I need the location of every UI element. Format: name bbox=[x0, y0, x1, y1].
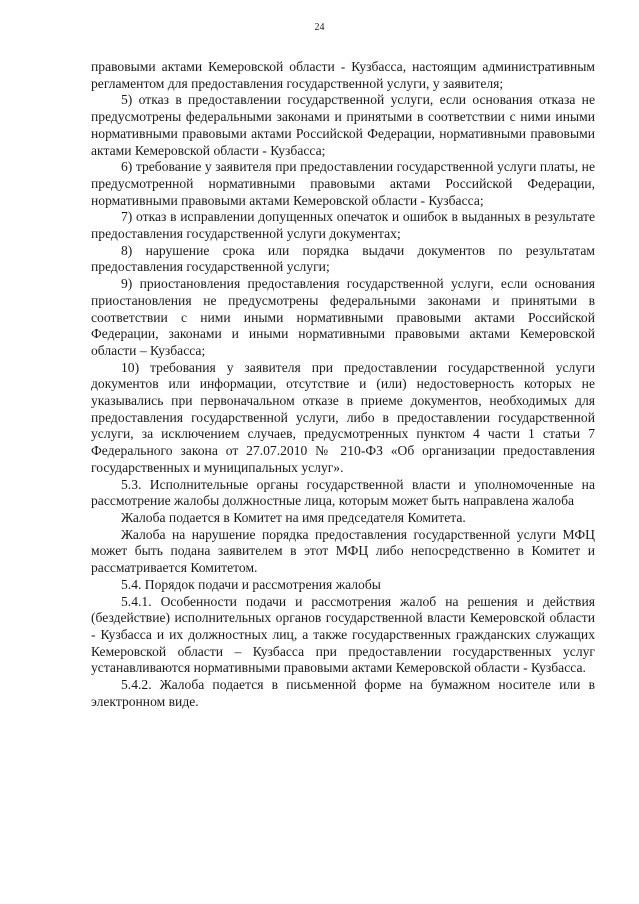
paragraph-complaint-committee: Жалоба подается в Комитет на имя председателя Комитета. bbox=[121, 509, 466, 525]
page-number: 24 bbox=[314, 22, 325, 33]
paragraph-item-6: 6) требование у заявителя при предоставлении государственной услуги платы, не предусмотренной нормативными правовыми актами Российской Федерации, нормативными правовыми актами Кемеровской области - Кузбасса; bbox=[91, 159, 595, 208]
paragraph-item-9: 9) приостановления предоставления государственной услуги, если основания приостановления не предусмотрены федеральными законами и принятыми в соответствии с ними иными нормативными правовыми актами Российской Федерации, законами и иными нормативными правовыми актами Кемеровской области – Кузбасса; bbox=[91, 276, 595, 358]
document-body bbox=[91, 59, 595, 710]
paragraph-item-5: 5) отказ в предоставлении государственной услуги, если основания отказа не предусмотрены федеральными законами и принятыми в соответствии с ними иными нормативными правовыми актами Российской Федерации, нормативными правовыми актами Кемеровской области - Кузбасса; bbox=[91, 92, 595, 158]
section-5-4-1: 5.4.1. Особенности подачи и рассмотрения жалоб на решения и действия (бездействие) исполнительных органов государственной власти Кемеровской области - Кузбасса и их должностных лиц, а также государственных гражданских служащих Кемеровской области – Кузбасса при предоставлении государственных услуг устанавливаются нормативными правовыми актами Кемеровской области - Кузбасса. bbox=[91, 593, 595, 676]
paragraph-complaint-mfc: Жалоба на нарушение порядка предоставления государственной услуги МФЦ может быть подана заявителем в этот МФЦ либо непосредственно в Комитет и рассматривается Комитетом. bbox=[91, 526, 595, 576]
section-5-4-heading: 5.4. Порядок подачи и рассмотрения жалобы bbox=[121, 576, 381, 592]
section-5-4-2: 5.4.2. Жалоба подается в письменной форме на бумажном носителе или в электронном виде. bbox=[91, 677, 595, 709]
paragraph-continuation: правовыми актами Кемеровской области - Кузбасса, настоящим административным регламентом для предоставления государственной услуги, у заявителя; bbox=[91, 59, 595, 91]
section-5-3-heading: 5.3. Исполнительные органы государственной власти и уполномоченные на рассмотрение жалобы должностные лица, которым может быть направлена жалоба bbox=[91, 476, 595, 509]
paragraph-item-7: 7) отказ в исправлении допущенных опечаток и ошибок в выданных в результате предоставления государственной услуги документах; bbox=[91, 209, 595, 242]
paragraph-item-10: 10) требования у заявителя при предоставлении государственной услуги документов или информации, отсутствие и (или) недостоверность которых не указывались при первоначальном отказе в приеме документов, необходимых для предоставления государственной услуги, либо в предоставлении государственной услуги, за исключением случаев, предусмотренных пунктом 4 части 1 статьи 7 Федерального закона от 27.07.2010 № 210-ФЗ «Об организации предоставления государственных и муниципальных услуг». bbox=[91, 359, 595, 475]
paragraph-item-8: 8) нарушение срока или порядка выдачи документов по результатам предоставления государственной услуги; bbox=[91, 242, 595, 275]
